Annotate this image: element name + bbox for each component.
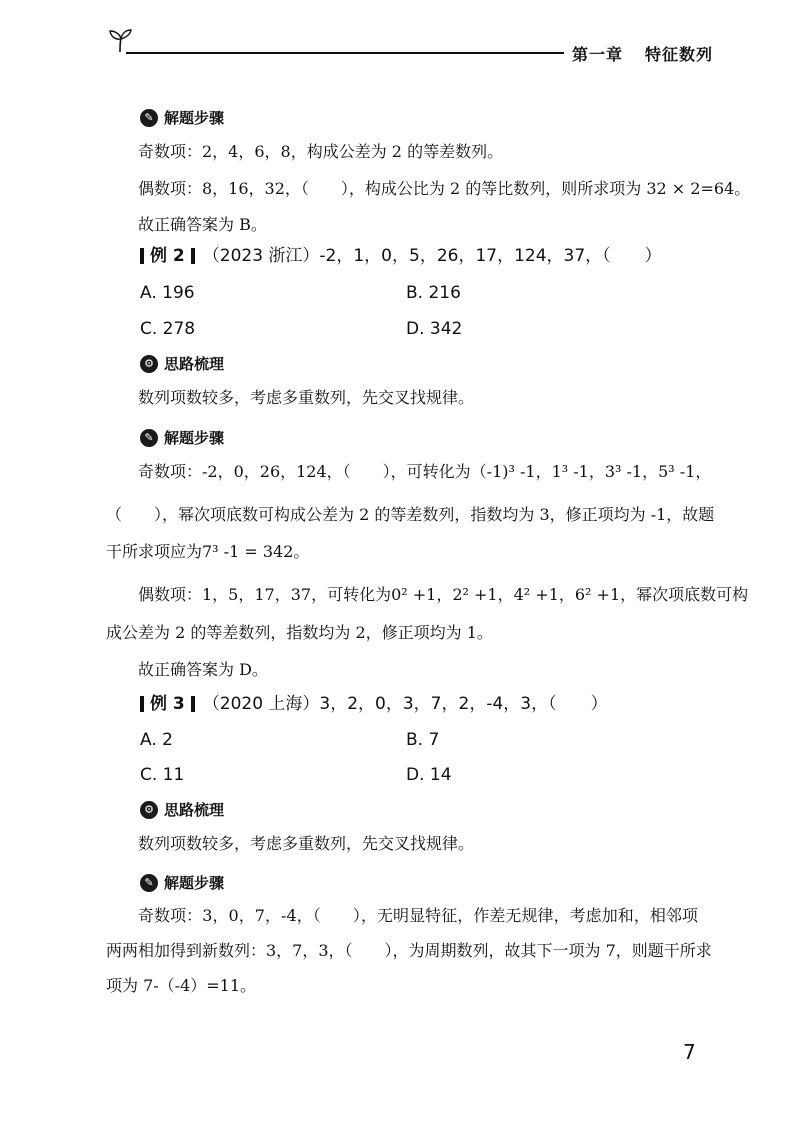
gear-icon: ⚙ — [140, 801, 158, 819]
text-line: 偶数项：8，16，32，（ ），构成公比为 2 的等比数列，则所求项为 32 × 2=64。 — [138, 179, 751, 198]
option-b: B. 7 — [406, 730, 440, 750]
example-label: 例 3 — [150, 694, 185, 714]
solution-steps-heading: ✎ 解题步骤 — [140, 873, 224, 893]
marker-bar — [191, 248, 195, 264]
example-2-question — [140, 246, 662, 266]
pencil-icon: ✎ — [140, 109, 158, 127]
text-line: （ ），幂次项底数可构成公差为 2 的等差数列，指数均为 3，修正项均为 -1，故题 — [106, 505, 715, 524]
header-rule — [126, 52, 564, 54]
idea-heading: ⚙ 思路梳理 — [140, 800, 224, 820]
solution-steps-heading: ✎ 解题步骤 — [140, 428, 224, 448]
example-label: 例 2 — [150, 246, 185, 266]
page-number: 7 — [683, 1040, 696, 1064]
marker-bar — [140, 248, 144, 264]
pencil-icon: ✎ — [140, 429, 158, 447]
marker-bar — [191, 696, 195, 712]
pencil-icon: ✎ — [140, 874, 158, 892]
text-line: 项为 7-（-4）=11。 — [106, 976, 257, 995]
text-line: 两两相加得到新数列：3，7，3，（ ），为周期数列，故其下一项为 7，则题干所求 — [106, 941, 712, 960]
text-line: 奇数项：-2，0，26，124，（ ），可转化为（-1)³ -1，1³ -1，3³ -1，5³ -1， — [138, 462, 712, 481]
chapter-title: 特征数列 — [645, 45, 714, 64]
option-c: C. 11 — [140, 765, 185, 785]
text-line: 成公差为 2 的等差数列，指数均为 2，修正项均为 1。 — [106, 623, 493, 642]
text-line: 奇数项：2，4，6，8，构成公差为 2 的等差数列。 — [138, 142, 504, 161]
chapter-header — [572, 42, 713, 65]
option-d: D. 14 — [406, 765, 452, 785]
text-line: 干所求项应为7³ -1 = 342。 — [106, 542, 310, 561]
option-d: D. 342 — [406, 319, 463, 339]
question-text: （2023 浙江）-2，1，0，5，26，17，124，37，（ ） — [202, 246, 662, 266]
text-line: 偶数项：1，5，17，37，可转化为0² +1，2² +1，4² +1，6² +1，幂次项底数可构 — [138, 585, 749, 604]
solution-steps-heading: ✎ 解题步骤 — [140, 108, 224, 128]
question-text: （2020 上海）3，2，0，3，7，2，-4，3，（ ） — [202, 694, 608, 714]
chapter-label: 第一章 — [572, 45, 624, 64]
example-3-question — [140, 694, 608, 714]
text-line: 故正确答案为 B。 — [138, 215, 267, 234]
text-line: 故正确答案为 D。 — [138, 660, 268, 679]
option-b: B. 216 — [406, 283, 461, 303]
text-line: 奇数项：3，0，7，-4，（ ），无明显特征，作差无规律，考虑加和，相邻项 — [138, 906, 698, 925]
sprout-icon — [108, 28, 134, 54]
text-line: 数列项数较多，考虑多重数列，先交叉找规律。 — [138, 834, 475, 853]
text-line: 数列项数较多，考虑多重数列，先交叉找规律。 — [138, 388, 475, 407]
option-a: A. 196 — [140, 283, 195, 303]
idea-heading: ⚙ 思路梳理 — [140, 354, 224, 374]
gear-icon: ⚙ — [140, 355, 158, 373]
marker-bar — [140, 696, 144, 712]
option-c: C. 278 — [140, 319, 196, 339]
option-a: A. 2 — [140, 730, 173, 750]
